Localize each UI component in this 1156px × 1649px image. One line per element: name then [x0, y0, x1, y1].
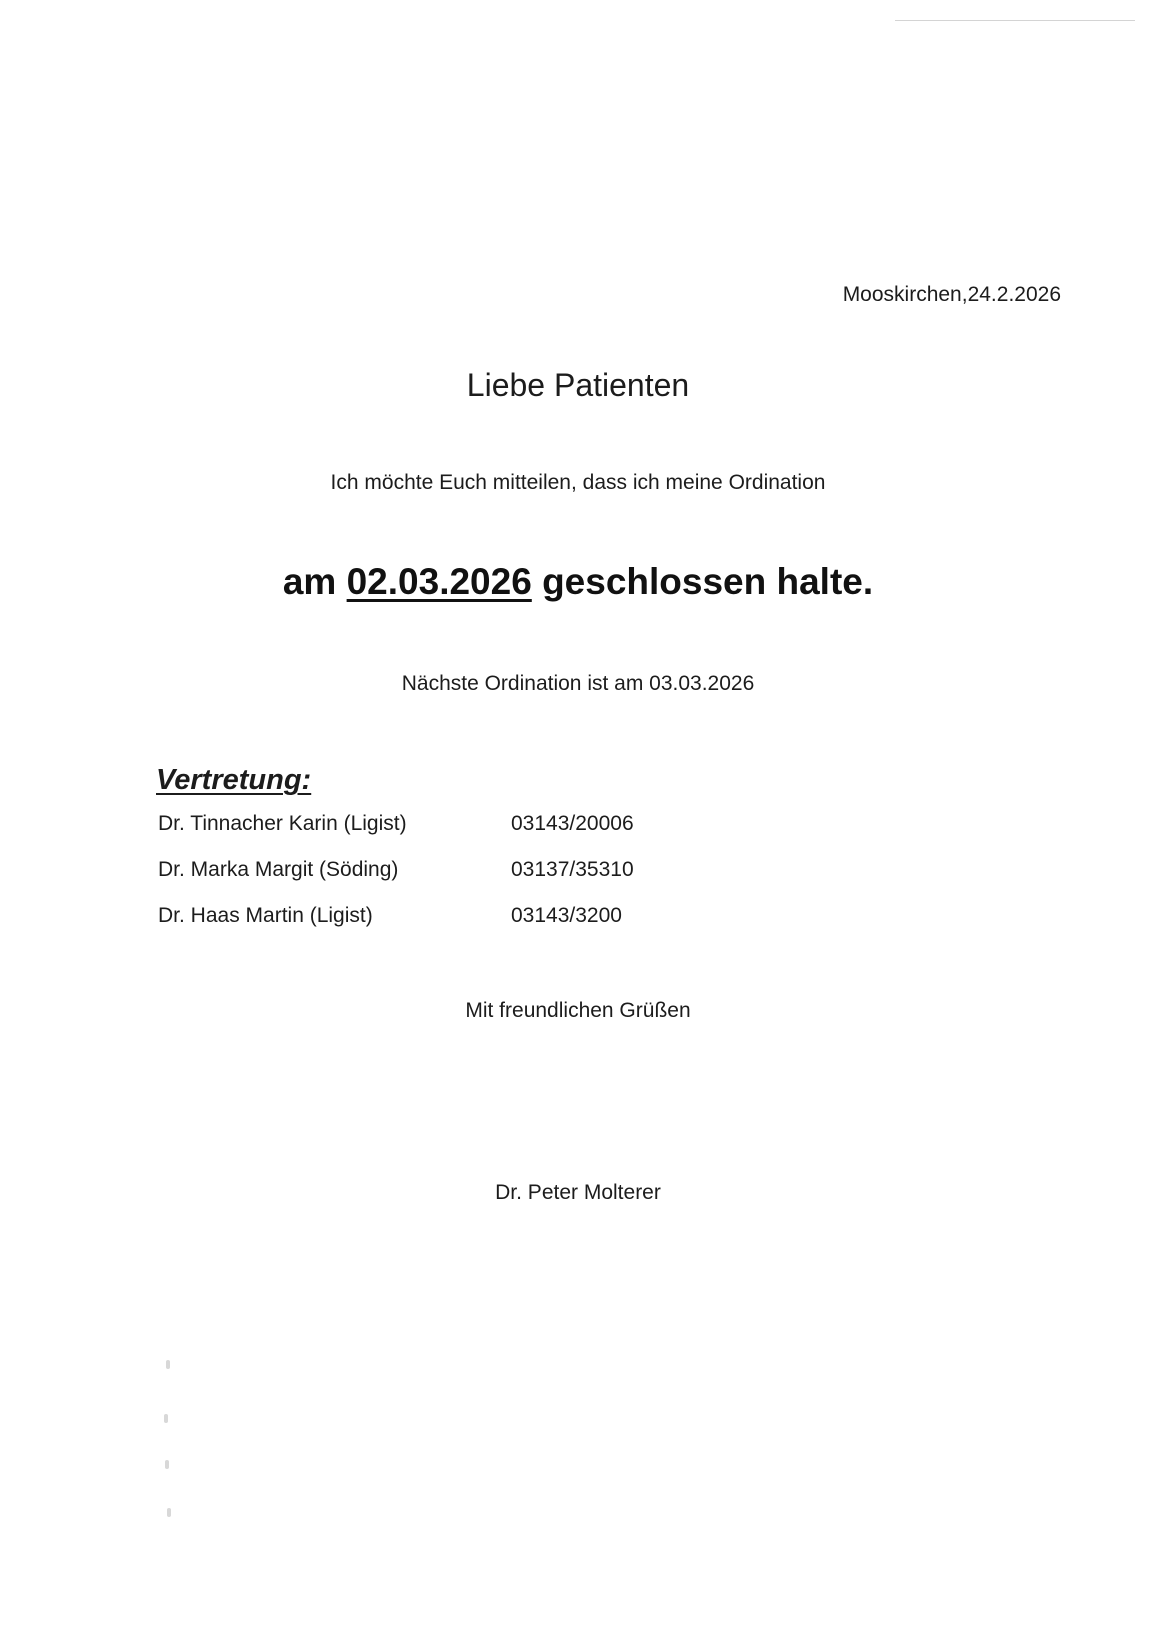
closing-text: Mit freundlichen Grüßen: [465, 999, 691, 1022]
date-line: Mooskirchen,24.2.2026: [842, 283, 1061, 306]
scan-artifacts: [162, 1360, 182, 1520]
scan-speck: [166, 1360, 170, 1369]
signature-name: Dr. Peter Molterer: [495, 1181, 661, 1204]
scan-speck: [164, 1414, 168, 1423]
substitute-phone: 03143/20006: [511, 812, 634, 835]
scan-speck: [167, 1508, 171, 1517]
substitute-phone: 03143/3200: [511, 904, 622, 927]
substitute-name: Dr. Tinnacher Karin (Ligist): [158, 812, 407, 835]
closure-announcement: [0, 561, 1156, 603]
closure-date: 02.03.2026: [346, 561, 532, 602]
scan-speck: [165, 1460, 169, 1469]
greeting-heading: Liebe Patienten: [466, 367, 690, 403]
intro-text: Ich möchte Euch mitteilen, dass ich meine Ordination: [330, 471, 826, 494]
next-ordination-text: Nächste Ordination ist am 03.03.2026: [401, 672, 755, 695]
substitutes-heading: Vertretung:: [156, 764, 312, 796]
substitute-phone: 03137/35310: [511, 858, 634, 881]
scan-edge-line: [895, 20, 1135, 21]
substitute-name: Dr. Haas Martin (Ligist): [158, 904, 373, 927]
closure-prefix: am: [282, 561, 347, 602]
substitute-name: Dr. Marka Margit (Söding): [158, 858, 399, 881]
closure-suffix: geschlossen halte.: [531, 561, 874, 602]
